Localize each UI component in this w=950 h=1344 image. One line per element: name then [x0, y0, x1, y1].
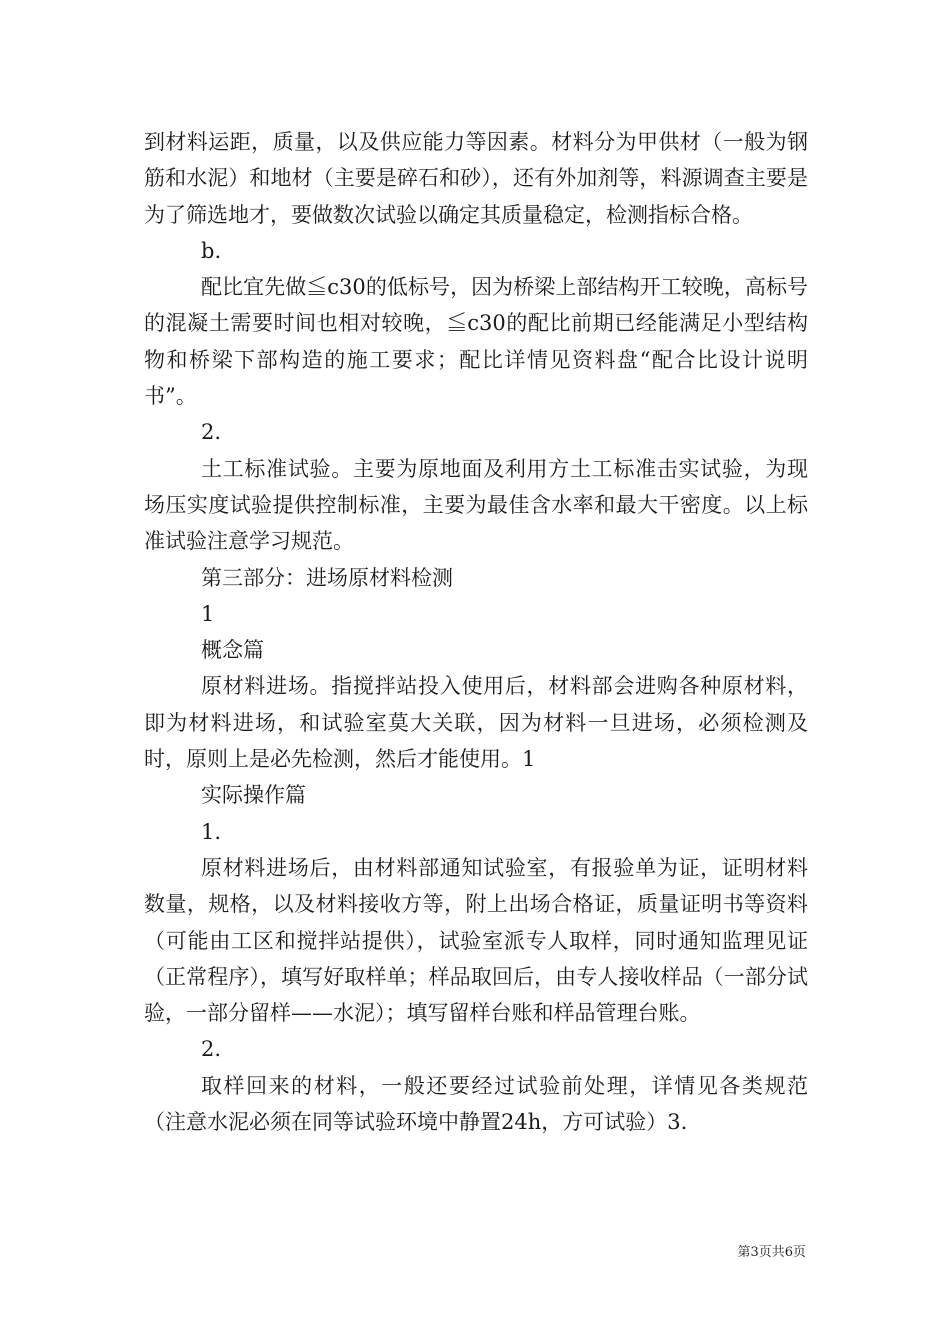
- paragraph-13: 2.: [201, 1037, 222, 1062]
- paragraph-14: 取样回来的材料，一般还要经过试验前处理，详情见各类规范（注意水泥必须在同等试验环境中静置24h，方可试验）3.: [144, 1073, 808, 1135]
- section-heading: 第三部分：进场原材料检测: [201, 565, 453, 590]
- paragraph-2: b.: [201, 238, 222, 263]
- paragraph-9: 原材料进场。指搅拌站投入使用后，材料部会进购各种原材料，即为材料进场，和试验室莫大关联，因为材料一旦进场，必须检测及时，原则上是必先检测，然后才能使用。1: [144, 674, 808, 772]
- document-body: [144, 124, 808, 1140]
- paragraph-3: 配比宜先做≦c30的低标号，因为桥梁上部结构开工较晚，高标号的混凝土需要时间也相对较晚，≦c30的配比前期已经能满足小型结构物和桥梁下部构造的施工要求；配比详情见资料盘“配合比设计说明书”。: [144, 275, 808, 409]
- subheading-concept: 概念篇: [201, 638, 264, 663]
- paragraph-4: 2.: [201, 420, 222, 445]
- paragraph-12: 原材料进场后，由材料部通知试验室，有报验单为证，证明材料数量，规格，以及材料接收方等，附上出场合格证，质量证明书等资料（可能由工区和搅拌站提供），试验室派专人取样，同时通知监理见证（正常程序），填写好取样单；样品取回后，由专人接收样品（一部分试验，一部分留样——水泥）；填写留样台账和样品管理台账。: [144, 855, 808, 1026]
- paragraph-11: 1.: [201, 819, 222, 844]
- page-number: 第3页共6页: [737, 1245, 806, 1260]
- paragraph-7: 1: [201, 601, 215, 626]
- paragraph-1: 到材料运距，质量，以及供应能力等因素。材料分为甲供材（一般为钢筋和水泥）和地材（主要是碎石和砂），还有外加剂等，料源调查主要是为了筛选地才，要做数次试验以确定其质量稳定，检测指标合格。: [144, 130, 808, 227]
- subheading-practice: 实际操作篇: [201, 783, 306, 808]
- paragraph-5: 土工标准试验。主要为原地面及利用方土工标准击实试验，为现场压实度试验提供控制标准，主要为最佳含水率和最大干密度。以上标准试验注意学习规范。: [144, 456, 808, 554]
